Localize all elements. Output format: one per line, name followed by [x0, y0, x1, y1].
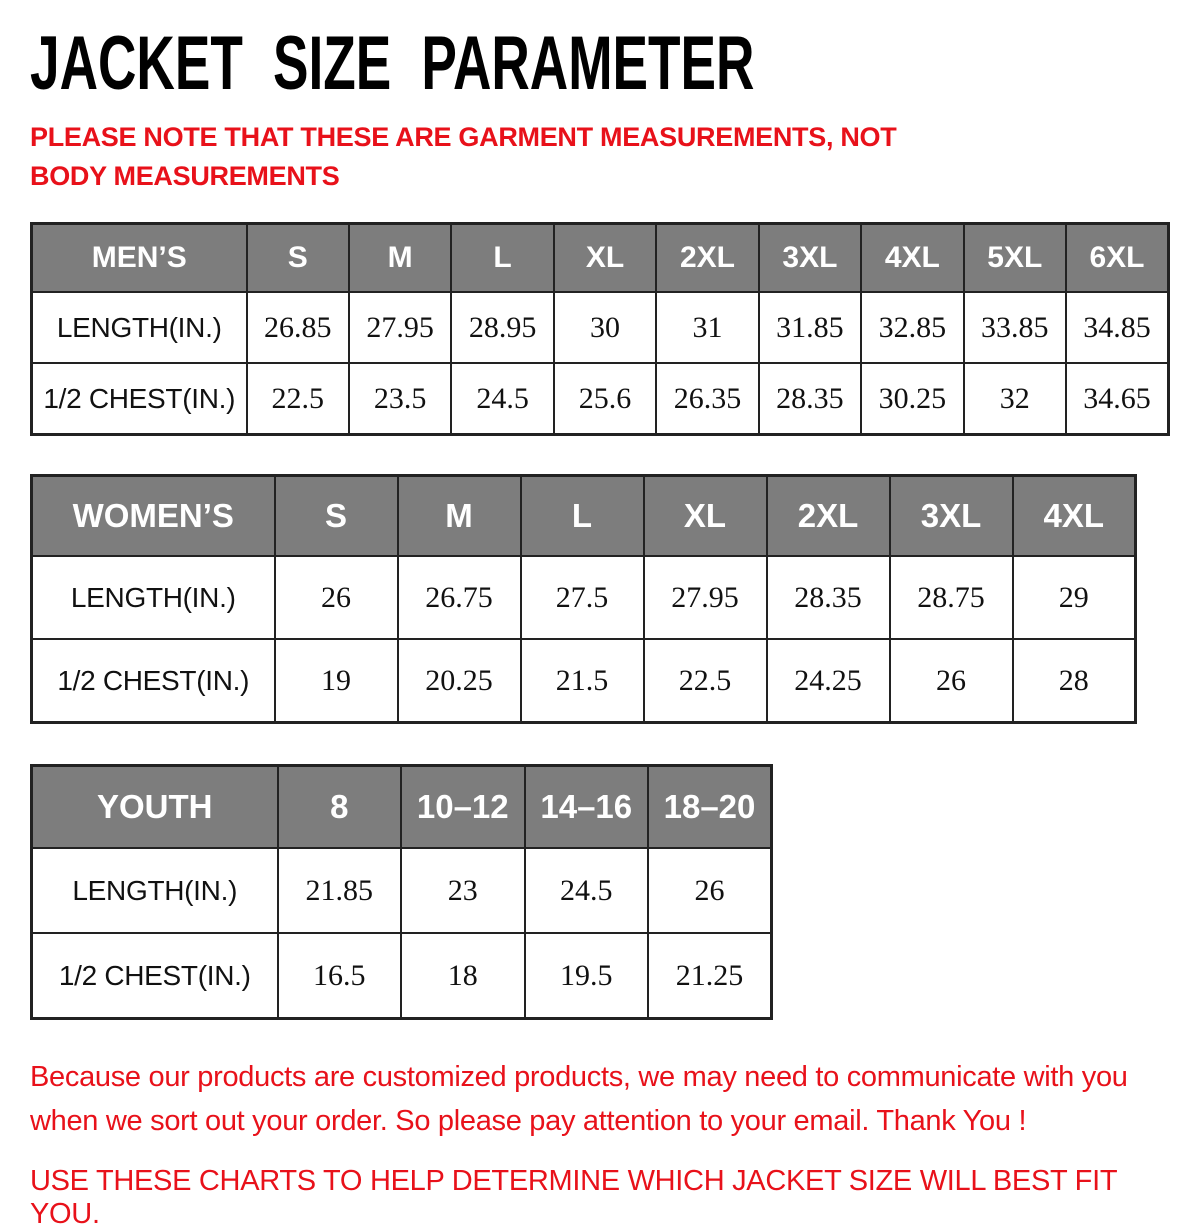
value-cell: 27.95: [644, 556, 767, 639]
size-header-cell: 2XL: [656, 224, 758, 293]
customization-notice: Because our products are customized products, we may need to communicate with you when we sort out your order. So please pay attention to your email. Thank You !: [30, 1061, 1128, 1137]
row-label-cell: LENGTH(IN.): [32, 292, 247, 363]
value-cell: 23.5: [349, 363, 451, 435]
size-header-cell: XL: [644, 476, 767, 557]
value-cell: 27.95: [349, 292, 451, 363]
value-cell: 26: [275, 556, 398, 639]
value-cell: 23: [401, 848, 525, 933]
garment-measurement-note: PLEASE NOTE THAT THESE ARE GARMENT MEASUREMENTS, NOT BODY MEASUREMENTS: [30, 122, 897, 192]
value-cell: 31.85: [759, 292, 861, 363]
youth-chest-row: [32, 933, 772, 1019]
size-header-cell: XL: [554, 224, 656, 293]
row-label-cell: 1/2 CHEST(IN.): [32, 933, 278, 1019]
value-cell: 33.85: [964, 292, 1066, 363]
value-cell: 20.25: [398, 639, 521, 723]
mens-length-row: [32, 292, 1169, 363]
value-cell: 31: [656, 292, 758, 363]
value-cell: 19: [275, 639, 398, 723]
size-header-cell: M: [349, 224, 451, 293]
value-cell: 24.5: [451, 363, 553, 435]
value-cell: 21.85: [278, 848, 402, 933]
value-cell: 28.35: [767, 556, 890, 639]
value-cell: 19.5: [525, 933, 649, 1019]
row-label-cell: LENGTH(IN.): [32, 848, 278, 933]
value-cell: 34.85: [1066, 292, 1169, 363]
youth-size-table: [30, 764, 773, 1020]
size-header-cell: 2XL: [767, 476, 890, 557]
value-cell: 28.35: [759, 363, 861, 435]
value-cell: 26: [648, 848, 772, 933]
row-label-cell: 1/2 CHEST(IN.): [32, 639, 275, 723]
womens-length-row: [32, 556, 1136, 639]
size-header-cell: 3XL: [890, 476, 1013, 557]
value-cell: 18: [401, 933, 525, 1019]
size-header-cell: 10–12: [401, 766, 525, 849]
value-cell: 28.95: [451, 292, 553, 363]
size-header-cell: L: [521, 476, 644, 557]
value-cell: 30.25: [861, 363, 963, 435]
value-cell: 26.75: [398, 556, 521, 639]
row-label-cell: LENGTH(IN.): [32, 556, 275, 639]
value-cell: 25.6: [554, 363, 656, 435]
page-title-text: JACKET SIZE PARAMETER: [30, 21, 755, 106]
value-cell: 24.5: [525, 848, 649, 933]
fit-advice-line: USE THESE CHARTS TO HELP DETERMINE WHICH JACKET SIZE WILL BEST FIT YOU.: [30, 1165, 1117, 1231]
value-cell: 16.5: [278, 933, 402, 1019]
value-cell: 26.85: [247, 292, 349, 363]
mens-table-title-cell: MEN’S: [32, 224, 247, 293]
value-cell: 27.5: [521, 556, 644, 639]
womens-size-table: [30, 474, 1137, 724]
value-cell: 34.65: [1066, 363, 1169, 435]
youth-length-row: [32, 848, 772, 933]
size-header-cell: L: [451, 224, 553, 293]
value-cell: 29: [1013, 556, 1136, 639]
value-cell: 32: [964, 363, 1066, 435]
size-header-cell: 18–20: [648, 766, 772, 849]
size-header-cell: 4XL: [1013, 476, 1136, 557]
page-title: [30, 21, 1170, 106]
mens-header-row: [32, 224, 1169, 293]
womens-chest-row: [32, 639, 1136, 723]
value-cell: 30: [554, 292, 656, 363]
size-header-cell: M: [398, 476, 521, 557]
value-cell: 22.5: [644, 639, 767, 723]
value-cell: 32.85: [861, 292, 963, 363]
value-cell: 28.75: [890, 556, 1013, 639]
value-cell: 26: [890, 639, 1013, 723]
womens-header-row: [32, 476, 1136, 557]
size-header-cell: 14–16: [525, 766, 649, 849]
value-cell: 21.5: [521, 639, 644, 723]
size-header-cell: S: [247, 224, 349, 293]
value-cell: 21.25: [648, 933, 772, 1019]
value-cell: 28: [1013, 639, 1136, 723]
size-header-cell: 3XL: [759, 224, 861, 293]
value-cell: 24.25: [767, 639, 890, 723]
value-cell: 22.5: [247, 363, 349, 435]
size-header-cell: 6XL: [1066, 224, 1169, 293]
size-header-cell: S: [275, 476, 398, 557]
mens-chest-row: [32, 363, 1169, 435]
youth-header-row: [32, 766, 772, 849]
size-header-cell: 8: [278, 766, 402, 849]
womens-table-title-cell: WOMEN’S: [32, 476, 275, 557]
size-header-cell: 4XL: [861, 224, 963, 293]
mens-size-table: [30, 222, 1170, 436]
value-cell: 26.35: [656, 363, 758, 435]
youth-table-title-cell: YOUTH: [32, 766, 278, 849]
size-header-cell: 5XL: [964, 224, 1066, 293]
row-label-cell: 1/2 CHEST(IN.): [32, 363, 247, 435]
